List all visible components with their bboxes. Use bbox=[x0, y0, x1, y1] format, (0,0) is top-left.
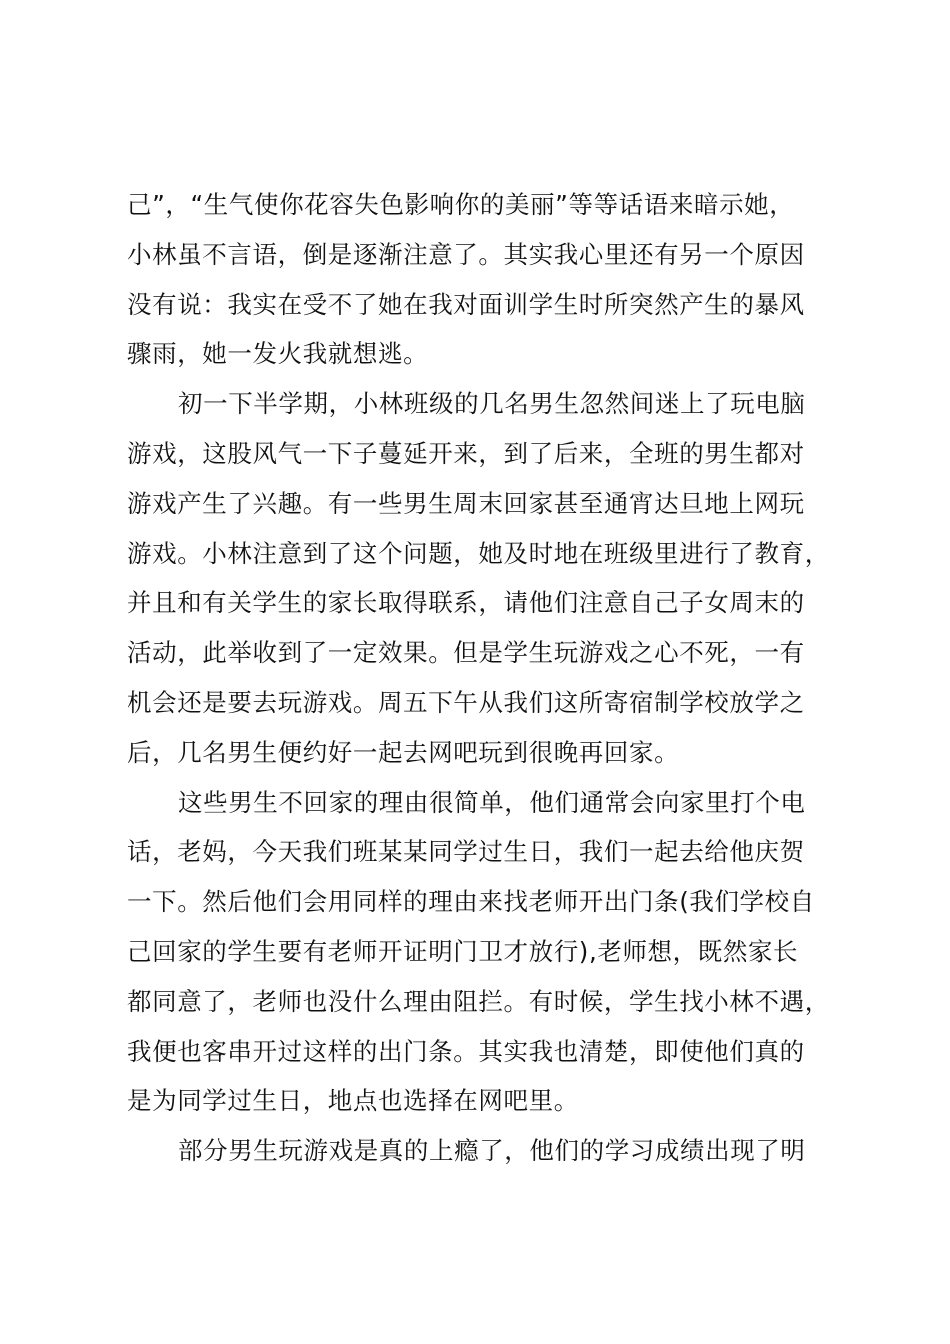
text-line: 己回家的学生要有老师开证明门卫才放行),老师想，既然家长 bbox=[127, 936, 799, 966]
text-line: 后，几名男生便约好一起去网吧玩到很晚再回家。 bbox=[127, 737, 680, 767]
text-line: 活动，此举收到了一定效果。但是学生玩游戏之心不死，一有 bbox=[127, 638, 805, 668]
text-line: 游戏，这股风气一下子蔓延开来，到了后来，全班的男生都对 bbox=[127, 438, 805, 468]
text-line: 并且和有关学生的家长取得联系，请他们注意自己子女周末的 bbox=[127, 588, 805, 618]
text-line: 我便也客串开过这样的出门条。其实我也清楚，即使他们真的 bbox=[127, 1036, 805, 1066]
body-text bbox=[127, 180, 867, 1176]
paragraph-first-line: 部分男生玩游戏是真的上瘾了，他们的学习成绩出现了明 bbox=[178, 1136, 806, 1166]
paragraph-first-line: 这些男生不回家的理由很简单，他们通常会向家里打个电 bbox=[178, 787, 806, 817]
text-line: 机会还是要去玩游戏。周五下午从我们这所寄宿制学校放学之 bbox=[127, 687, 805, 717]
text-line: 一下。然后他们会用同样的理由来找老师开出门条(我们学校自 bbox=[127, 887, 815, 917]
text-line: 没有说：我实在受不了她在我对面训学生时所突然产生的暴风 bbox=[127, 289, 805, 319]
text-line: 话，老妈，今天我们班某某同学过生日，我们一起去给他庆贺 bbox=[127, 837, 805, 867]
text-line: 是为同学过生日，地点也选择在网吧里。 bbox=[127, 1086, 579, 1116]
text-line: 小林虽不言语，倒是逐渐注意了。其实我心里还有另一个原因 bbox=[127, 239, 805, 269]
text-line: 骤雨，她一发火我就想逃。 bbox=[127, 339, 429, 369]
text-line: 游戏产生了兴趣。有一些男生周末回家甚至通宵达旦地上网玩 bbox=[127, 488, 805, 518]
text-line: 都同意了，老师也没什么理由阻拦。有时候，学生找小林不遇， bbox=[127, 986, 830, 1016]
text-line: 游戏。小林注意到了这个问题，她及时地在班级里进行了教育， bbox=[127, 538, 830, 568]
paragraph-first-line: 初一下半学期，小林班级的几名男生忽然间迷上了玩电脑 bbox=[178, 389, 806, 419]
text-line: 己”，“生气使你花容失色影响你的美丽”等等话语来暗示她， bbox=[127, 190, 795, 219]
